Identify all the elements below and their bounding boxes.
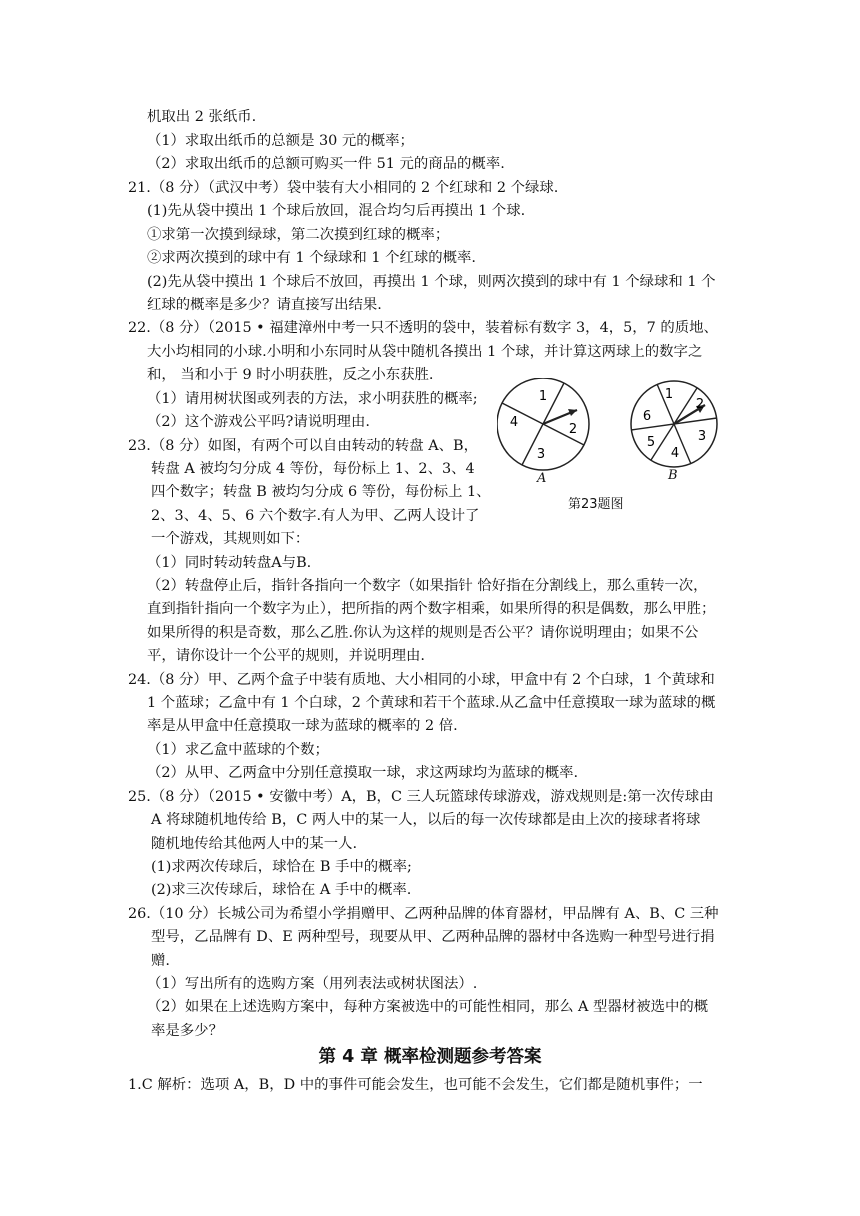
text-line: ②求两次摸到的球中有 1 个绿球和 1 个红球的概率. [147,250,476,266]
text-line: 四个数字；转盘 B 被均匀分成 6 等份，每份标上 1、 [151,484,491,500]
text-line: 随机地传给其他两人中的某一人. [151,836,358,852]
text-line: 直到指针指向一个数字为止），把所指的两个数字相乘，如果所得的积是偶数，那么甲胜； [147,601,716,617]
text-line: （2）转盘停止后，指针各指向一个数字（如果指针 恰好指在分割线上，那么重转一次， [147,578,708,594]
question-26-heading: 26.（10 分）长城公司为希望小学捐赠甲、乙两种品牌的体育器材，甲品牌有 A、B、C 三种 [128,906,719,922]
text-line: （1）同时转动转盘A与B. [147,555,312,571]
spinner-a-number: 4 [509,415,519,430]
spinner-b-number: 2 [695,397,705,412]
text-line: 平，请你设计一个公平的规则，并说明理由. [147,648,425,664]
text-line: （1）请用树状图或列表的方法，求小明获胜的概率; [147,391,478,407]
spinner-b-number: 3 [697,429,707,444]
text-line: (1)求两次传球后，球恰在 B 手中的概率; [151,859,412,875]
text-line: 2、3、4、5、6 六个数字.有人为甲、乙两人设计了 [151,508,480,524]
question-21-heading: 21.（8 分）（武汉中考）袋中装有大小相同的 2 个红球和 2 个绿球. [128,180,559,196]
spinner-b-number: 4 [670,446,680,461]
answer-line: 1.C 解析：选项 A，B，D 中的事件可能会发生，也可能不会发生，它们都是随机事件；一 [128,1077,703,1093]
text-line: 率是多少？ [151,1023,223,1039]
spinner-a-label: A [537,471,547,486]
text-line: 型号，乙品牌有 D、E 两种型号，现要从甲、乙两种品牌的器材中各选购一种型号进行捐 [151,929,715,945]
spinner-b-number: 6 [642,409,652,424]
question-24-heading: 24.（8 分）甲、乙两个盒子中装有质地、大小相同的小球，甲盒中有 2 个白球，1 个黄球和 [128,672,715,688]
text-line: （1）写出所有的选购方案（用列表法或树状图法）. [147,976,478,992]
text-line: (1)先从袋中摸出 1 个球后放回，混合均匀后再摸出 1 个球. [147,203,526,219]
text-line: （2）求取出纸币的总额可购买一件 51 元的商品的概率. [147,156,505,172]
text-line: (2)先从袋中摸出 1 个球后不放回，再摸出 1 个球，则两次摸到的球中有 1 个绿球和 1 个 [147,274,716,290]
question-25-heading: 25.（8 分）（2015 • 安徽中考）A，B，C 三人玩篮球传球游戏，游戏规则是:第一次传球由 [128,789,714,805]
spinner-b-number: 1 [664,387,674,402]
text-line: ①求第一次摸到绿球，第二次摸到红球的概率； [147,227,450,243]
spinner-a-number: 1 [538,389,548,404]
spinner-b [631,381,717,467]
question-23-heading: 23.（8 分）如图，有两个可以自由转动的转盘 A、B， [128,438,478,454]
question-22-heading: 22.（8 分）（2015 • 福建漳州中考一只不透明的袋中，装着标有数字 3，4，5，7 的质地、 [128,320,718,336]
text-line: （2）这个游戏公平吗?请说明理由. [147,414,370,430]
spinner-a-number: 3 [536,447,546,462]
section-title: 第 4 章 概率检测题参考答案 [318,1047,542,1067]
spinner-a [497,378,589,470]
text-line: 如果所得的积是奇数，那么乙胜.你认为这样的规则是否公平？请你说明理由；如果不公 [147,625,699,641]
text-line: 机取出 2 张纸币. [147,109,257,125]
figure-caption: 第23题图 [568,497,624,512]
text-line: （2）从甲、乙两盒中分别任意摸取一球，求这两球均为蓝球的概率. [147,765,579,781]
text-line: （1）求乙盒中蓝球的个数； [147,742,329,758]
text-line: 一个游戏，其规则如下： [151,531,310,547]
text-line: (2)求三次传球后，球恰在 A 手中的概率. [151,882,412,898]
text-line: （2）如果在上述选购方案中，每种方案被选中的可能性相同，那么 A 型器材被选中的概 [147,999,709,1015]
spinner-b-label: B [668,468,678,483]
text-line: 赠. [151,953,170,969]
text-line: （1）求取出纸币的总额是 30 元的概率； [147,133,414,149]
text-line: 红球的概率是多少？请直接写出结果. [147,297,382,313]
text-line: 率是从甲盒中任意摸取一球为蓝球的概率的 2 倍. [147,718,458,734]
text-line: A 将球随机地传给 B，C 两人中的某一人，以后的每一次传球都是由上次的接球者将球 [151,812,701,828]
spinner-b-number: 5 [646,435,656,450]
text-line: 转盘 A 被均匀分成 4 等份，每份标上 1、2、3、4 [151,461,475,477]
text-line: 1 个蓝球；乙盒中有 1 个白球，2 个黄球和若干个蓝球.从乙盒中任意摸取一球为蓝球的概 [147,695,716,711]
text-line: 大小均相同的小球.小明和小东同时从袋中随机各摸出 1 个球，并计算这两球上的数字之 [147,344,703,360]
text-line: 和， 当和小于 9 时小明获胜，反之小东获胜. [147,367,434,383]
spinner-a-number: 2 [568,422,578,437]
